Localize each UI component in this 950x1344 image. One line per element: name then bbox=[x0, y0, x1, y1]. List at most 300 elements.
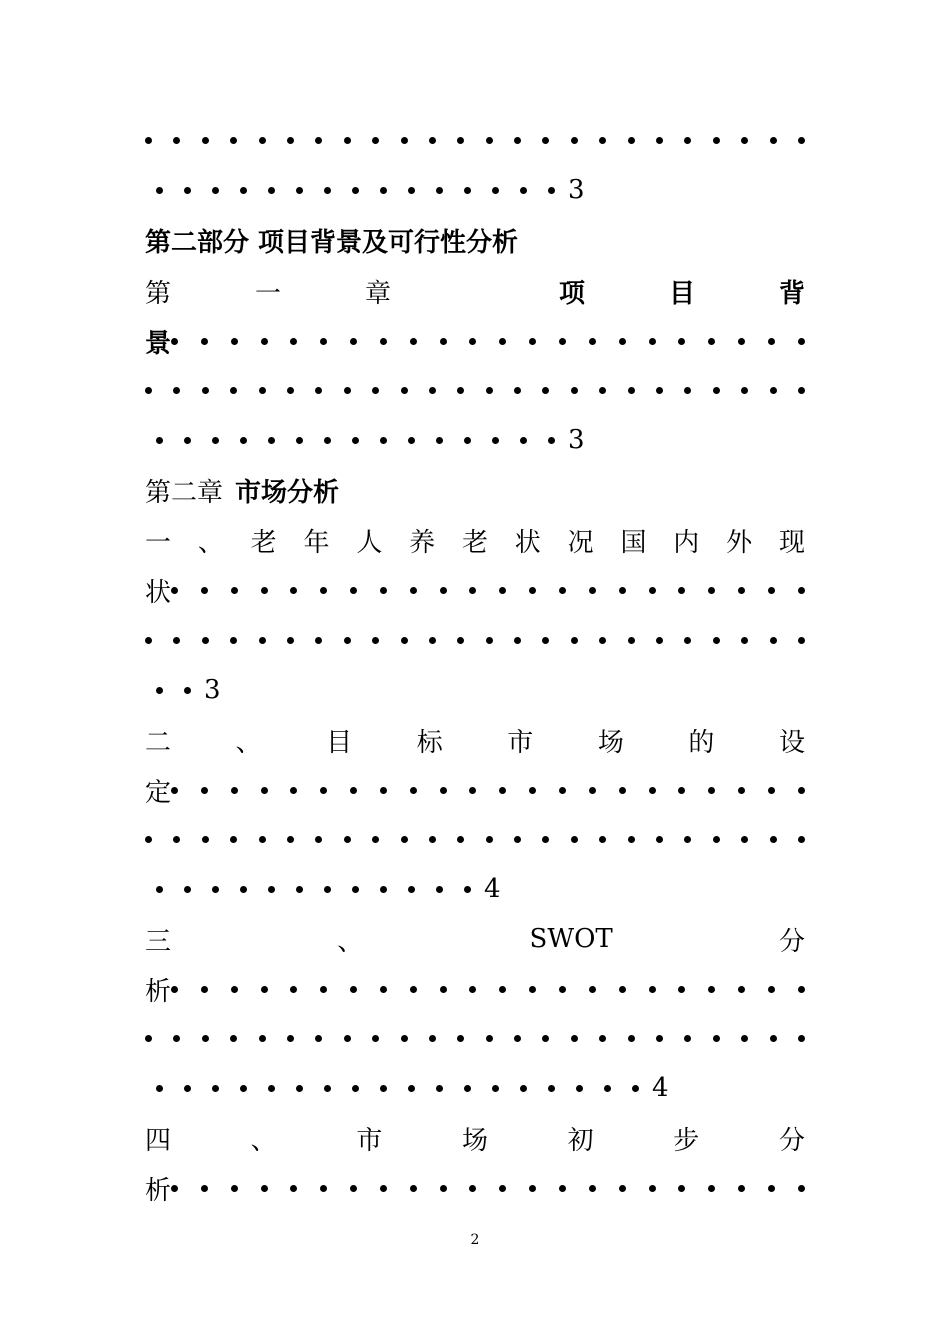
toc-char: 现 bbox=[778, 527, 805, 558]
leader-dot bbox=[171, 587, 178, 594]
leader-dot bbox=[589, 787, 596, 794]
leader-dot bbox=[457, 1035, 464, 1042]
leader-dot bbox=[619, 587, 626, 594]
leader-dot bbox=[173, 1035, 180, 1042]
leader-dot bbox=[514, 1035, 521, 1042]
leader-dot bbox=[184, 687, 191, 694]
leader-dot bbox=[798, 1185, 805, 1192]
leader-dot bbox=[287, 137, 294, 144]
leader-dot bbox=[457, 387, 464, 394]
leader-dot bbox=[571, 836, 578, 843]
leader-dot bbox=[649, 338, 656, 345]
leader-dot bbox=[372, 387, 379, 394]
leader-dot bbox=[287, 836, 294, 843]
toc-page-number: 3 bbox=[568, 175, 585, 205]
leader-dot bbox=[231, 787, 238, 794]
leader-dot bbox=[499, 986, 506, 993]
toc-page-number: 3 bbox=[568, 425, 585, 455]
toc-char: 步 bbox=[673, 1125, 700, 1156]
leader-dot bbox=[628, 137, 635, 144]
leader-dot bbox=[259, 836, 266, 843]
leader-dot bbox=[380, 986, 387, 993]
leader-dot bbox=[315, 637, 322, 644]
leader-dot bbox=[261, 787, 268, 794]
leader-dot bbox=[156, 687, 163, 694]
leader-dot bbox=[548, 1085, 555, 1092]
leader-dot bbox=[429, 1035, 436, 1042]
leader-dot bbox=[212, 1085, 219, 1092]
toc-leader-line bbox=[145, 365, 805, 415]
leader-dot bbox=[230, 637, 237, 644]
leader-dot bbox=[529, 787, 536, 794]
leader-dot bbox=[344, 387, 351, 394]
dot-leader bbox=[145, 637, 805, 644]
leader-dot bbox=[713, 1035, 720, 1042]
leader-dot bbox=[290, 587, 297, 594]
leader-dot bbox=[436, 1085, 443, 1092]
dot-leader bbox=[145, 137, 805, 144]
leader-dot bbox=[401, 1035, 408, 1042]
leader-dot bbox=[486, 836, 493, 843]
leader-dot bbox=[231, 338, 238, 345]
leader-dot bbox=[380, 587, 387, 594]
leader-dot bbox=[372, 1035, 379, 1042]
toc-char: 目 bbox=[326, 727, 353, 758]
toc-char: 分 bbox=[778, 926, 805, 957]
toc-leader-line bbox=[145, 316, 805, 366]
leader-dot bbox=[713, 387, 720, 394]
leader-dot bbox=[708, 986, 715, 993]
leader-dot bbox=[201, 587, 208, 594]
leader-dot bbox=[320, 1185, 327, 1192]
leader-dot bbox=[145, 137, 152, 144]
leader-dot bbox=[486, 137, 493, 144]
toc-char: 第 bbox=[145, 278, 172, 309]
leader-dot bbox=[741, 1035, 748, 1042]
leader-dot bbox=[212, 886, 219, 893]
leader-dot bbox=[486, 1035, 493, 1042]
toc-leader-line bbox=[145, 115, 805, 165]
toc-leader-line bbox=[145, 1063, 805, 1113]
toc-char: 况 bbox=[567, 527, 594, 558]
leader-dot bbox=[320, 587, 327, 594]
leader-dot bbox=[499, 787, 506, 794]
leader-dot bbox=[708, 1185, 715, 1192]
part2-heading bbox=[145, 215, 805, 265]
leader-dot bbox=[230, 1035, 237, 1042]
leader-dot bbox=[230, 387, 237, 394]
leader-dot bbox=[770, 637, 777, 644]
leader-dot bbox=[768, 587, 775, 594]
toc-char: 外 bbox=[726, 527, 753, 558]
leader-dot bbox=[798, 137, 805, 144]
leader-dot bbox=[770, 137, 777, 144]
toc-leader-line bbox=[145, 165, 805, 215]
leader-dot bbox=[410, 986, 417, 993]
toc-entry-s1[interactable] bbox=[145, 515, 805, 565]
leader-dot bbox=[240, 886, 247, 893]
leader-dot bbox=[469, 587, 476, 594]
leader-dot bbox=[320, 986, 327, 993]
leader-dot bbox=[469, 787, 476, 794]
toc-entry-s3[interactable] bbox=[145, 914, 805, 964]
toc-char: 设 bbox=[778, 727, 805, 758]
leader-dot bbox=[436, 886, 443, 893]
leader-dot bbox=[230, 137, 237, 144]
dot-leader bbox=[145, 687, 201, 694]
leader-dot bbox=[261, 338, 268, 345]
leader-dot bbox=[408, 437, 415, 444]
leader-dot bbox=[599, 137, 606, 144]
leader-dot bbox=[486, 387, 493, 394]
leader-dot bbox=[599, 1035, 606, 1042]
leader-dot bbox=[145, 1035, 152, 1042]
toc-leader-line bbox=[145, 615, 805, 665]
toc-char: 内 bbox=[673, 527, 700, 558]
leader-dot bbox=[240, 187, 247, 194]
leader-dot bbox=[571, 137, 578, 144]
toc-leader-line bbox=[145, 565, 805, 615]
leader-dot bbox=[684, 137, 691, 144]
leader-dot bbox=[184, 187, 191, 194]
toc-char: 国 bbox=[620, 527, 647, 558]
leader-dot bbox=[145, 836, 152, 843]
leader-dot bbox=[287, 637, 294, 644]
leader-dot bbox=[173, 137, 180, 144]
leader-dot bbox=[380, 1085, 387, 1092]
toc-entry-ch2[interactable] bbox=[145, 465, 805, 515]
leader-dot bbox=[768, 338, 775, 345]
leader-dot bbox=[464, 437, 471, 444]
leader-dot bbox=[469, 1185, 476, 1192]
toc-leader-line bbox=[145, 1013, 805, 1063]
leader-dot bbox=[344, 137, 351, 144]
leader-dot bbox=[408, 1085, 415, 1092]
leader-dot bbox=[429, 387, 436, 394]
leader-dot bbox=[656, 387, 663, 394]
leader-dot bbox=[684, 836, 691, 843]
leader-dot bbox=[380, 437, 387, 444]
leader-dot bbox=[738, 1185, 745, 1192]
toc-char: 目 bbox=[668, 278, 695, 309]
leader-dot bbox=[571, 387, 578, 394]
leader-dot bbox=[259, 1035, 266, 1042]
leader-dot bbox=[741, 137, 748, 144]
leader-dot bbox=[268, 1085, 275, 1092]
leader-dot bbox=[529, 986, 536, 993]
leader-dot bbox=[499, 587, 506, 594]
leader-dot bbox=[678, 986, 685, 993]
toc-page-number: 3 bbox=[204, 675, 221, 705]
leader-dot bbox=[352, 886, 359, 893]
leader-dot bbox=[240, 437, 247, 444]
toc-char: 析 bbox=[145, 976, 172, 1007]
leader-dot bbox=[457, 637, 464, 644]
leader-dot bbox=[741, 387, 748, 394]
leader-dot bbox=[259, 637, 266, 644]
leader-dot bbox=[678, 1185, 685, 1192]
dot-leader bbox=[145, 1035, 805, 1042]
leader-dot bbox=[202, 137, 209, 144]
leader-dot bbox=[380, 886, 387, 893]
toc-leader-line bbox=[145, 665, 805, 715]
leader-dot bbox=[738, 587, 745, 594]
leader-dot bbox=[649, 587, 656, 594]
leader-dot bbox=[520, 187, 527, 194]
toc-leader-line bbox=[145, 864, 805, 914]
leader-dot bbox=[401, 387, 408, 394]
leader-dot bbox=[768, 986, 775, 993]
leader-dot bbox=[296, 1085, 303, 1092]
leader-dot bbox=[320, 787, 327, 794]
leader-dot bbox=[350, 1185, 357, 1192]
toc-entry-s2[interactable] bbox=[145, 715, 805, 765]
leader-dot bbox=[440, 986, 447, 993]
leader-dot bbox=[410, 587, 417, 594]
leader-dot bbox=[768, 787, 775, 794]
toc-char: 状 bbox=[145, 577, 172, 608]
leader-dot bbox=[798, 637, 805, 644]
toc-char: 分 bbox=[778, 1125, 805, 1156]
leader-dot bbox=[324, 886, 331, 893]
toc-entry-s4[interactable] bbox=[145, 1113, 805, 1163]
leader-dot bbox=[708, 587, 715, 594]
leader-dot bbox=[529, 338, 536, 345]
leader-dot bbox=[628, 387, 635, 394]
toc-char: 市 bbox=[356, 1125, 383, 1156]
leader-dot bbox=[201, 787, 208, 794]
toc-page-number: 4 bbox=[484, 874, 501, 904]
leader-dot bbox=[429, 836, 436, 843]
leader-dot bbox=[171, 338, 178, 345]
dot-leader bbox=[145, 387, 805, 394]
leader-dot bbox=[492, 1085, 499, 1092]
leader-dot bbox=[649, 1185, 656, 1192]
leader-dot bbox=[520, 1085, 527, 1092]
leader-dot bbox=[296, 437, 303, 444]
leader-dot bbox=[296, 886, 303, 893]
leader-dot bbox=[429, 637, 436, 644]
leader-dot bbox=[514, 836, 521, 843]
leader-dot bbox=[231, 1185, 238, 1192]
leader-dot bbox=[619, 986, 626, 993]
leader-dot bbox=[344, 1035, 351, 1042]
leader-dot bbox=[156, 437, 163, 444]
leader-dot bbox=[464, 886, 471, 893]
toc-char: 章 bbox=[365, 278, 392, 309]
leader-dot bbox=[542, 1035, 549, 1042]
leader-dot bbox=[713, 637, 720, 644]
leader-dot bbox=[259, 387, 266, 394]
leader-dot bbox=[410, 787, 417, 794]
leader-dot bbox=[230, 836, 237, 843]
leader-dot bbox=[290, 986, 297, 993]
leader-dot bbox=[410, 1185, 417, 1192]
leader-dot bbox=[290, 1185, 297, 1192]
leader-dot bbox=[201, 1185, 208, 1192]
leader-dot bbox=[440, 787, 447, 794]
toc-char: 三 bbox=[145, 926, 172, 957]
leader-dot bbox=[156, 886, 163, 893]
leader-dot bbox=[372, 637, 379, 644]
leader-dot bbox=[240, 1085, 247, 1092]
leader-dot bbox=[324, 187, 331, 194]
toc-char: 、 bbox=[197, 527, 224, 558]
toc-char: 人 bbox=[356, 527, 383, 558]
leader-dot bbox=[296, 187, 303, 194]
leader-dot bbox=[741, 637, 748, 644]
leader-dot bbox=[529, 587, 536, 594]
leader-dot bbox=[649, 787, 656, 794]
leader-dot bbox=[436, 437, 443, 444]
leader-dot bbox=[436, 187, 443, 194]
toc-char: 背 bbox=[778, 278, 805, 309]
leader-dot bbox=[492, 187, 499, 194]
leader-dot bbox=[212, 437, 219, 444]
leader-dot bbox=[372, 137, 379, 144]
leader-dot bbox=[628, 836, 635, 843]
leader-dot bbox=[173, 387, 180, 394]
leader-dot bbox=[708, 338, 715, 345]
leader-dot bbox=[559, 338, 566, 345]
leader-dot bbox=[290, 338, 297, 345]
dot-leader bbox=[171, 338, 805, 345]
toc-char: 场 bbox=[597, 727, 624, 758]
leader-dot bbox=[372, 836, 379, 843]
leader-dot bbox=[678, 587, 685, 594]
leader-dot bbox=[352, 437, 359, 444]
leader-dot bbox=[344, 637, 351, 644]
leader-dot bbox=[678, 787, 685, 794]
dot-leader bbox=[145, 1085, 649, 1092]
leader-dot bbox=[589, 986, 596, 993]
leader-dot bbox=[145, 387, 152, 394]
toc-char: 项 bbox=[558, 278, 585, 309]
leader-dot bbox=[713, 836, 720, 843]
leader-dot bbox=[380, 338, 387, 345]
leader-dot bbox=[201, 338, 208, 345]
leader-dot bbox=[401, 836, 408, 843]
leader-dot bbox=[684, 637, 691, 644]
leader-dot bbox=[261, 587, 268, 594]
leader-dot bbox=[656, 137, 663, 144]
leader-dot bbox=[315, 137, 322, 144]
leader-dot bbox=[798, 387, 805, 394]
leader-dot bbox=[542, 387, 549, 394]
leader-dot bbox=[171, 986, 178, 993]
toc-entry-ch1[interactable] bbox=[145, 266, 805, 316]
leader-dot bbox=[632, 1085, 639, 1092]
leader-dot bbox=[571, 1035, 578, 1042]
leader-dot bbox=[499, 1185, 506, 1192]
leader-dot bbox=[457, 836, 464, 843]
toc-char: SWOT bbox=[529, 924, 613, 954]
leader-dot bbox=[350, 338, 357, 345]
leader-dot bbox=[798, 787, 805, 794]
leader-dot bbox=[619, 338, 626, 345]
part2-title: 第二部分 项目背景及可行性分析 bbox=[145, 227, 519, 258]
leader-dot bbox=[589, 587, 596, 594]
leader-dot bbox=[202, 836, 209, 843]
leader-dot bbox=[350, 986, 357, 993]
leader-dot bbox=[440, 338, 447, 345]
toc-leader-line bbox=[145, 814, 805, 864]
leader-dot bbox=[287, 387, 294, 394]
leader-dot bbox=[212, 187, 219, 194]
toc-char: 年 bbox=[303, 527, 330, 558]
toc-leader-line bbox=[145, 1163, 805, 1213]
leader-dot bbox=[656, 637, 663, 644]
toc-char: 状 bbox=[514, 527, 541, 558]
leader-dot bbox=[464, 187, 471, 194]
dot-leader bbox=[171, 787, 805, 794]
chapter-title: 市场分析 bbox=[235, 477, 340, 508]
leader-dot bbox=[741, 836, 748, 843]
toc-char: 标 bbox=[416, 727, 443, 758]
toc-char: 四 bbox=[145, 1125, 172, 1156]
leader-dot bbox=[599, 387, 606, 394]
leader-dot bbox=[520, 437, 527, 444]
leader-dot bbox=[268, 886, 275, 893]
toc-char: 、 bbox=[250, 1125, 277, 1156]
leader-dot bbox=[156, 187, 163, 194]
leader-dot bbox=[156, 1085, 163, 1092]
leader-dot bbox=[548, 187, 555, 194]
leader-dot bbox=[619, 1185, 626, 1192]
leader-dot bbox=[656, 836, 663, 843]
leader-dot bbox=[380, 1185, 387, 1192]
chapter-label: 第二章 bbox=[145, 477, 224, 508]
leader-dot bbox=[514, 387, 521, 394]
leader-dot bbox=[542, 836, 549, 843]
dot-leader bbox=[145, 437, 565, 444]
leader-dot bbox=[770, 836, 777, 843]
leader-dot bbox=[184, 886, 191, 893]
leader-dot bbox=[261, 986, 268, 993]
toc-char: 一 bbox=[145, 527, 172, 558]
leader-dot bbox=[768, 1185, 775, 1192]
leader-dot bbox=[429, 137, 436, 144]
leader-dot bbox=[599, 637, 606, 644]
leader-dot bbox=[380, 787, 387, 794]
leader-dot bbox=[656, 1035, 663, 1042]
leader-dot bbox=[202, 1035, 209, 1042]
leader-dot bbox=[440, 587, 447, 594]
leader-dot bbox=[350, 787, 357, 794]
leader-dot bbox=[184, 1085, 191, 1092]
leader-dot bbox=[770, 387, 777, 394]
leader-dot bbox=[798, 1035, 805, 1042]
leader-dot bbox=[324, 437, 331, 444]
leader-dot bbox=[401, 637, 408, 644]
leader-dot bbox=[171, 787, 178, 794]
leader-dot bbox=[589, 1185, 596, 1192]
leader-dot bbox=[770, 1035, 777, 1042]
toc-char: 场 bbox=[461, 1125, 488, 1156]
toc-char: 初 bbox=[567, 1125, 594, 1156]
leader-dot bbox=[559, 1185, 566, 1192]
leader-dot bbox=[410, 338, 417, 345]
dot-leader bbox=[171, 1185, 805, 1192]
leader-dot bbox=[202, 387, 209, 394]
leader-dot bbox=[514, 637, 521, 644]
toc-page-number: 4 bbox=[652, 1073, 669, 1103]
toc-leader-line bbox=[145, 415, 805, 465]
leader-dot bbox=[713, 137, 720, 144]
leader-dot bbox=[324, 1085, 331, 1092]
leader-dot bbox=[440, 1185, 447, 1192]
leader-dot bbox=[548, 437, 555, 444]
